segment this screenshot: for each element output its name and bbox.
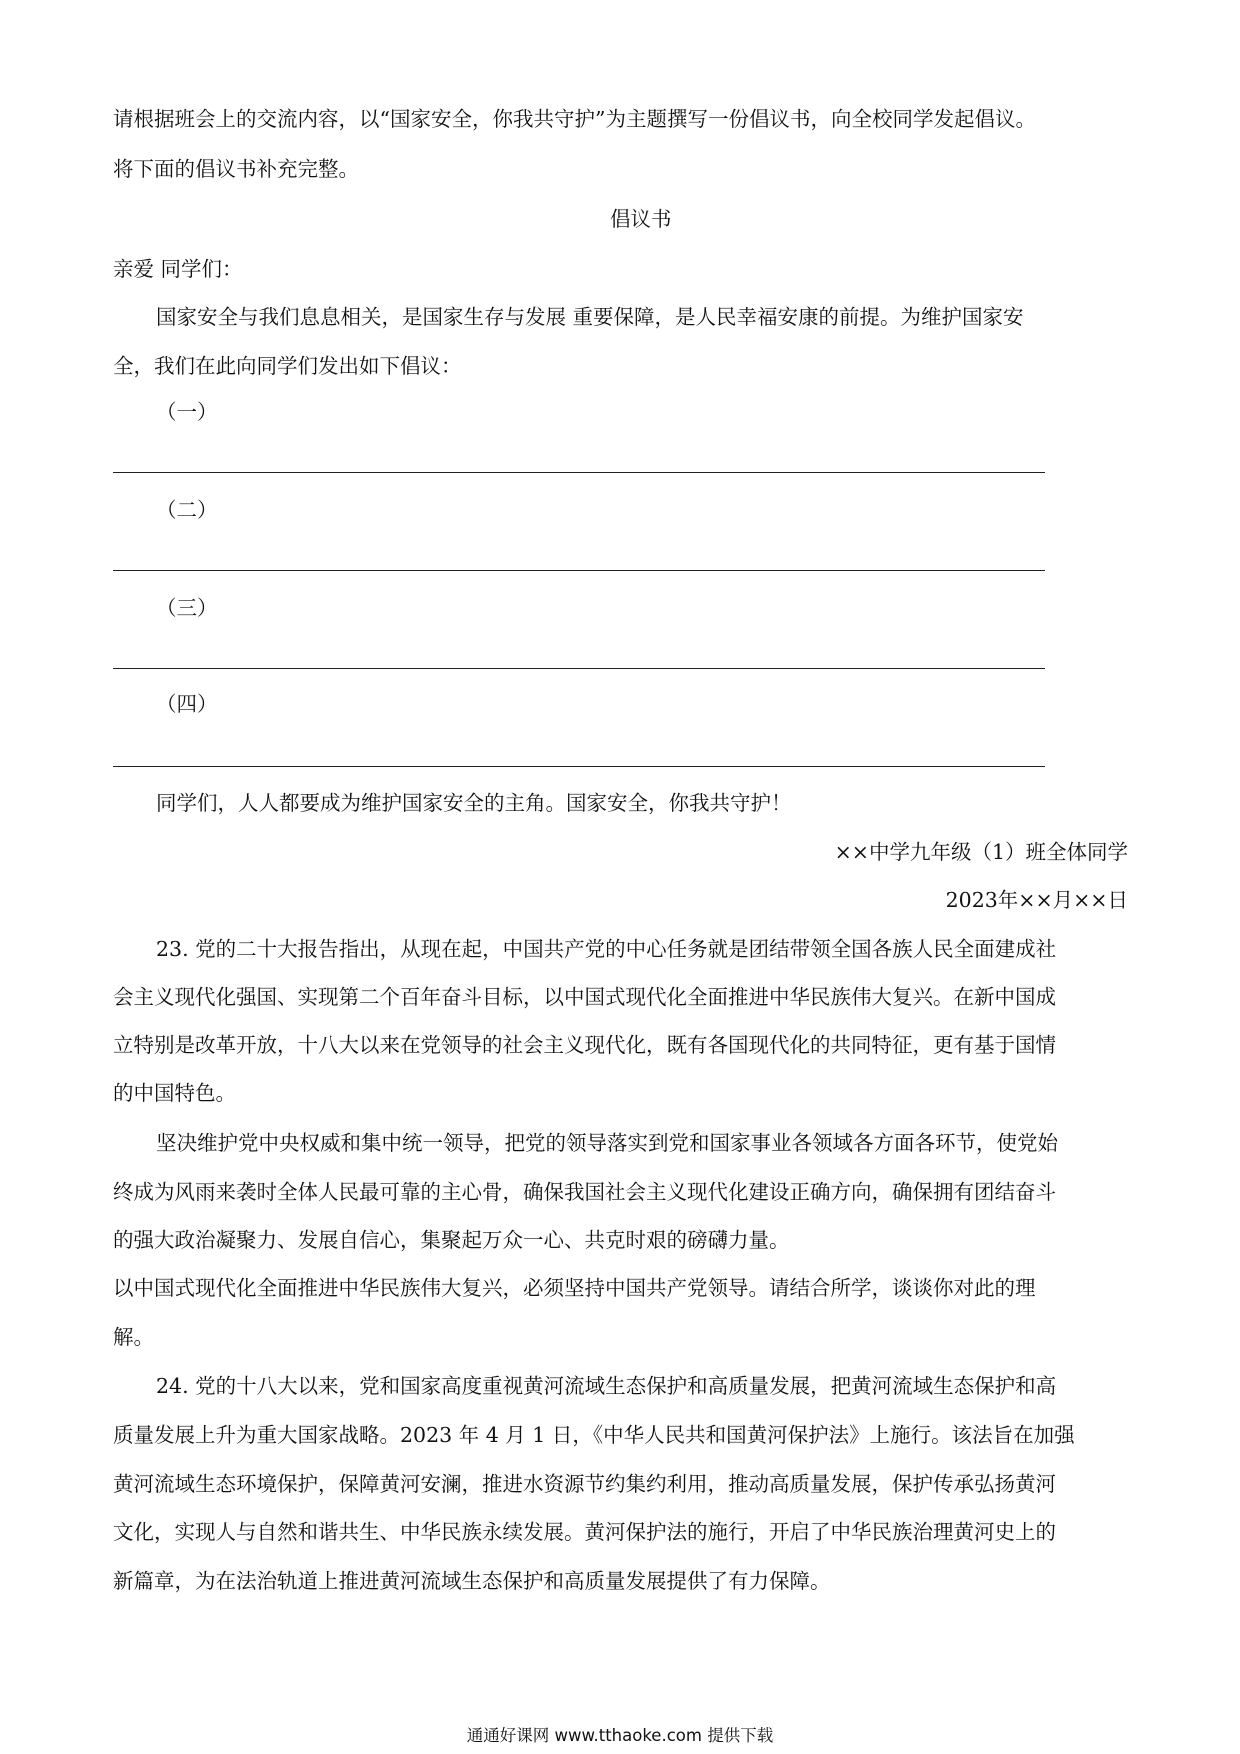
answer-blank-line[interactable] <box>113 766 1045 767</box>
question-23-text: 23. 党的二十大报告指出，从现在起，中国共产党的中心任务就是团结带领全国各族人民全面建成社 <box>156 937 1057 961</box>
question-23-material: 终成为风雨来袭时全体人民最可靠的主心骨，确保我国社会主义现代化建设正确方向，确保拥有团结奋斗 <box>113 1180 1056 1204</box>
proposal-item-label: （二） <box>156 498 218 522</box>
page-footer: 通通好课网 www.tthaoke.com 提供下载 <box>466 1726 774 1745</box>
question-23-material: 的强大政治凝聚力、发展自信心，集聚起万众一心、共克时艰的磅礴力量。 <box>113 1228 790 1252</box>
proposal-salutation: 亲爱 同学们： <box>113 257 243 281</box>
question-24-text: 黄河流域生态环境保护，保障黄河安澜，推进水资源节约集约利用，推动高质量发展，保护传承弘扬黄河 <box>113 1472 1056 1496</box>
proposal-closing: 同学们，人人都要成为维护国家安全的主角。国家安全，你我共守护！ <box>156 791 792 815</box>
proposal-signature: ××中学九年级（1）班全体同学 <box>834 840 1128 864</box>
proposal-title: 倡议书 <box>610 207 672 231</box>
question-24-text: 质量发展上升为重大国家战略。2023 年 4 月 1 日，《中华人民共和国黄河保护法》上施行。该法旨在加强 <box>113 1423 1075 1447</box>
question-23-prompt: 解。 <box>113 1325 154 1349</box>
intro-line-1: 请根据班会上的交流内容，以“国家安全，你我共守护”为主题撰写一份倡议书，向全校同学发起倡议。 <box>113 107 1036 131</box>
proposal-date: 2023年××月××日 <box>945 888 1128 912</box>
question-24-text: 文化，实现人与自然和谐共生、中华民族永续发展。黄河保护法的施行，开启了中华民族治理黄河史上的 <box>113 1520 1056 1544</box>
proposal-item-label: （四） <box>156 692 218 716</box>
proposal-item-label: （一） <box>156 400 218 424</box>
question-23-text: 立特别是改革开放，十八大以来在党领导的社会主义现代化，既有各国现代化的共同特征，更有基于国情 <box>113 1033 1056 1057</box>
question-24-text: 24. 党的十八大以来，党和国家高度重视黄河流域生态保护和高质量发展，把黄河流域生态保护和高 <box>156 1374 1057 1398</box>
answer-blank-line[interactable] <box>113 668 1045 669</box>
proposal-paragraph-line-2: 全，我们在此向同学们发出如下倡议： <box>113 354 462 378</box>
question-23-text: 会主义现代化强国、实现第二个百年奋斗目标，以中国式现代化全面推进中华民族伟大复兴。在新中国成 <box>113 985 1056 1009</box>
question-24-text: 新篇章，为在法治轨道上推进黄河流域生态保护和高质量发展提供了有力保障。 <box>113 1569 831 1593</box>
intro-line-2: 将下面的倡议书补充完整。 <box>113 157 359 181</box>
answer-blank-line[interactable] <box>113 472 1045 473</box>
question-23-prompt: 以中国式现代化全面推进中华民族伟大复兴，必须坚持中国共产党领导。请结合所学，谈谈你对此的理 <box>113 1276 1036 1300</box>
proposal-paragraph-line-1: 国家安全与我们息息相关，是国家生存与发展 重要保障，是人民幸福安康的前提。为维护国家安 <box>156 305 1024 329</box>
question-23-material: 坚决维护党中央权威和集中统一领导，把党的领导落实到党和国家事业各领域各方面各环节，使党始 <box>156 1131 1058 1155</box>
question-23-text: 的中国特色。 <box>113 1081 236 1105</box>
proposal-item-label: （三） <box>156 596 218 620</box>
answer-blank-line[interactable] <box>113 570 1045 571</box>
